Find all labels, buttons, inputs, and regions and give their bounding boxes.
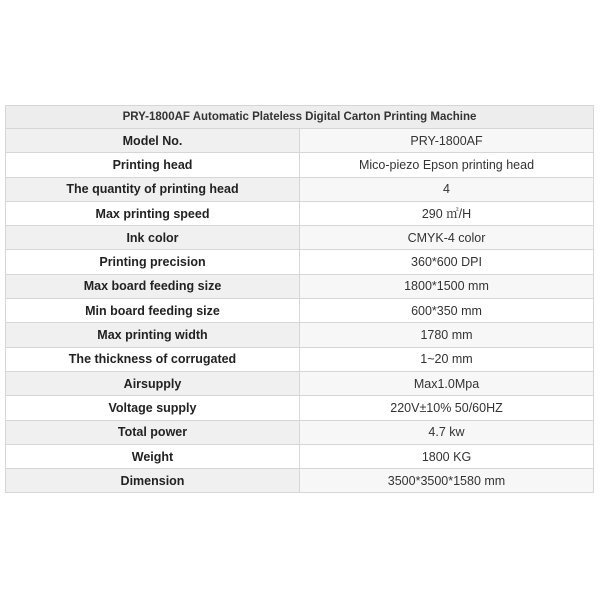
spec-value: 600*350 mm [300,299,594,323]
table-row [6,153,594,177]
table-row [6,371,594,395]
spec-label: Max printing width [6,323,300,347]
spec-label: Voltage supply [6,396,300,420]
spec-label: Total power [6,420,300,444]
spec-label: Min board feeding size [6,299,300,323]
spec-label: Weight [6,444,300,468]
spec-label: The quantity of printing head [6,177,300,201]
table-row [6,420,594,444]
spec-label: Dimension [6,469,300,493]
spec-label: Airsupply [6,371,300,395]
table-row [6,299,594,323]
table-row [6,396,594,420]
table-row [6,226,594,250]
spec-label: Ink color [6,226,300,250]
spec-value: CMYK-4 color [300,226,594,250]
table-row [6,274,594,298]
spec-value: 1780 mm [300,323,594,347]
table-title-row [6,106,594,129]
table-row [6,347,594,371]
spec-value: PRY-1800AF [300,129,594,153]
table-row [6,201,594,225]
spec-label: Model No. [6,129,300,153]
table-row [6,129,594,153]
spec-value: 290 ㎡/H [300,201,594,225]
spec-value: 4 [300,177,594,201]
spec-value: 360*600 DPI [300,250,594,274]
spec-label: Printing precision [6,250,300,274]
spec-table [5,105,594,493]
spec-label: Max printing speed [6,201,300,225]
spec-label: The thickness of corrugated [6,347,300,371]
spec-value: Mico-piezo Epson printing head [300,153,594,177]
spec-value: 3500*3500*1580 mm [300,469,594,493]
table-row [6,250,594,274]
spec-value: 1800*1500 mm [300,274,594,298]
spec-value: 1~20 mm [300,347,594,371]
table-title: PRY-1800AF Automatic Plateless Digital Carton Printing Machine [6,106,594,129]
spec-label: Printing head [6,153,300,177]
table-row [6,469,594,493]
spec-value: 220V±10% 50/60HZ [300,396,594,420]
spec-value: 4.7 kw [300,420,594,444]
spec-value: 1800 KG [300,444,594,468]
table-row [6,177,594,201]
spec-value: Max1.0Mpa [300,371,594,395]
table-row [6,323,594,347]
table-row [6,444,594,468]
spec-label: Max board feeding size [6,274,300,298]
